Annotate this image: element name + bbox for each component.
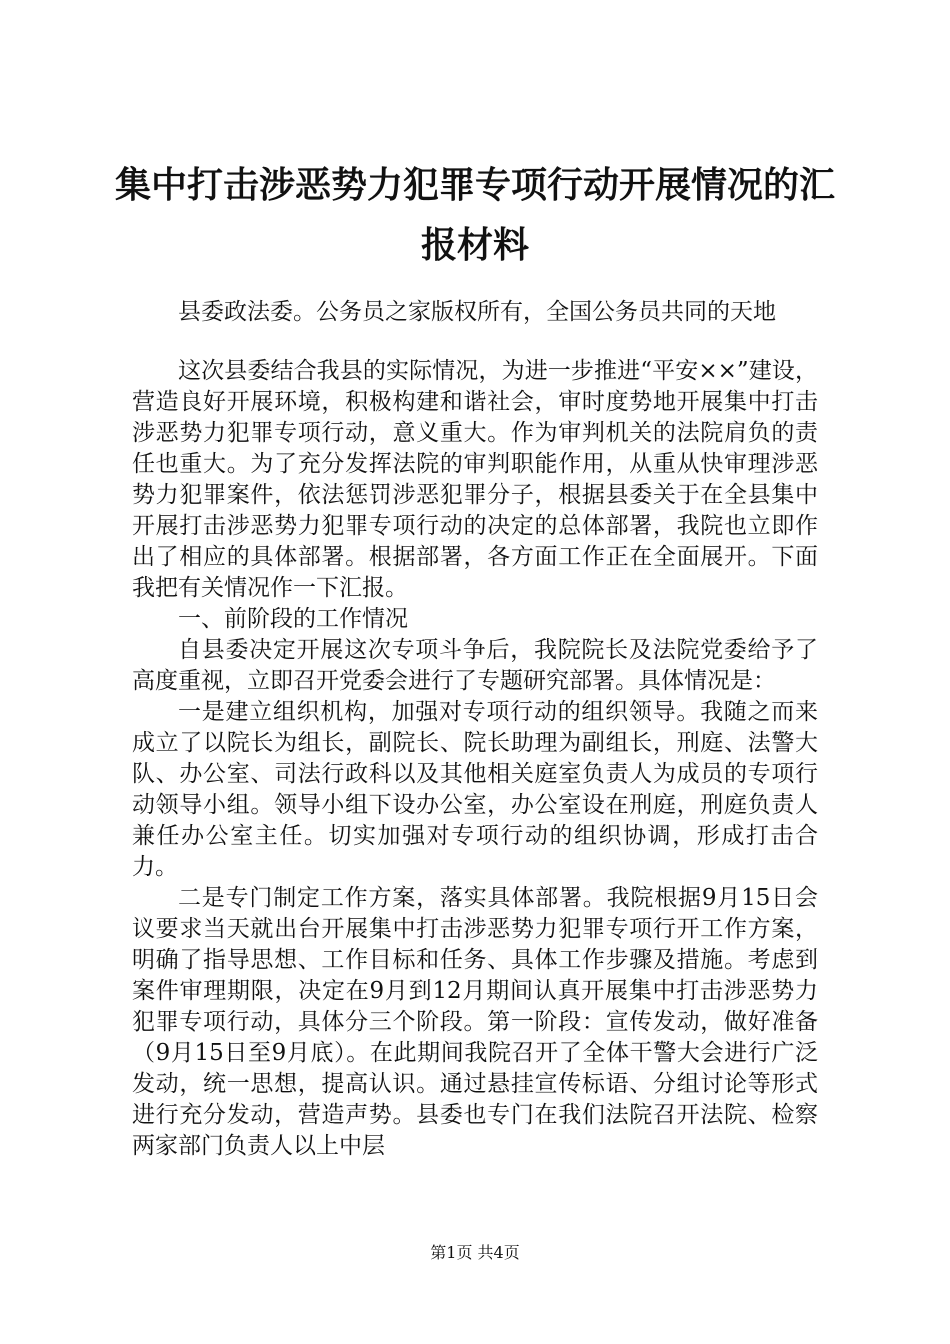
document-body (132, 356, 818, 1162)
page-footer: 第1页 共4页 (430, 1243, 520, 1262)
paragraph-overview: 自县委决定开展这次专项斗争后，我院院长及法院党委给予了高度重视，立即召开党委会进行了专题研究部署。具体情况是： (132, 637, 818, 694)
paragraph-point-two: 二是专门制定工作方案，落实具体部署。我院根据9月15日会议要求当天就出台开展集中打击涉恶势力犯罪专项行开工作方案，明确了指导思想、工作目标和任务、具体工作步骤及措施。考虑到案件审理期限，决定在9月到12月期间认真开展集中打击涉恶势力犯罪专项行动，具体分三个阶段。第一阶段：宣传发动，做好准备（9月15日至9月底）。在此期间我院召开了全体干警大会进行广泛发动，统一思想，提高认识。通过悬挂宣传标语、分组讨论等形式进行充分发动，营造声势。县委也专门在我们法院召开法院、检察两家部门负责人以上中层 (132, 885, 818, 1159)
section-heading: 一、前阶段的工作情况 (178, 606, 408, 632)
paragraph-point-one: 一是建立组织机构，加强对专项行动的组织领导。我随之而来成立了以院长为组长，副院长、院长助理为副组长，刑庭、法警大队、办公室、司法行政科以及其他相关庭室负责人为成员的专项行动领导小组。领导小组下设办公室，办公室设在刑庭，刑庭负责人兼任办公室主任。切实加强对专项行动的组织协调，形成打击合力。 (132, 699, 818, 880)
document-title-line-2: 报材料 (420, 224, 529, 266)
document-subline: 县委政法委。公务员之家版权所有，全国公务员共同的天地 (178, 299, 776, 325)
document-title-line-1: 集中打击涉恶势力犯罪专项行动开展情况的汇 (114, 164, 835, 206)
paragraph-intro: 这次县委结合我县的实际情况，为进一步推进“平安××”建设，营造良好开展环境，积极构建和谐社会，审时度势地开展集中打击涉恶势力犯罪专项行动，意义重大。作为审判机关的法院肩负的责任也重大。为了充分发挥法院的审判职能作用，从重从快审理涉恶势力犯罪案件，依法惩罚涉恶犯罪分子，根据县委关于在全县集中开展打击涉恶势力犯罪专项行动的决定的总体部署，我院也立即作出了相应的具体部署。根据部署，各方面工作正在全面展开。下面我把有关情况作一下汇报。 (132, 358, 818, 601)
